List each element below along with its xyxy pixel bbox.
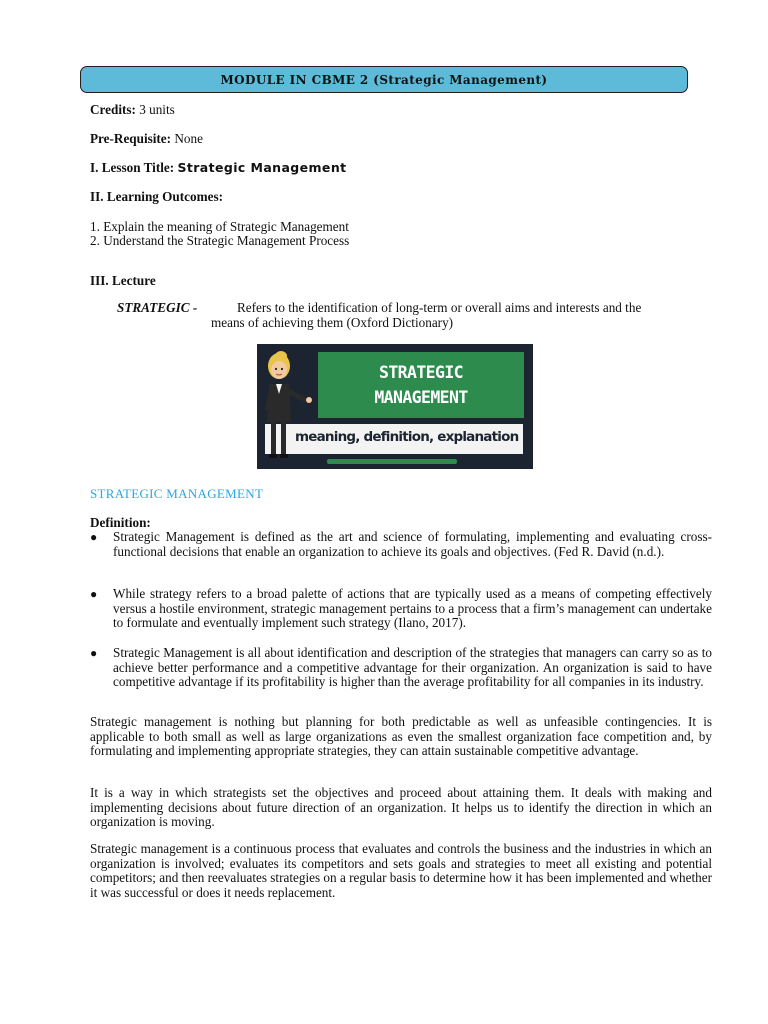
strategic-definition-line-2: means of achieving them (Oxford Dictionary) — [211, 315, 454, 330]
lecture-heading: III. Lecture — [90, 273, 156, 288]
prerequisite-label: Pre-Requisite: — [90, 131, 172, 146]
strategic-term: STRATEGIC - — [117, 300, 198, 315]
presenter-illustration — [259, 350, 319, 464]
learning-outcomes-heading: II. Learning Outcomes: — [90, 189, 223, 204]
outcome-item-1: 1. Explain the meaning of Strategic Management — [90, 219, 349, 234]
figure-title-line-2: MANAGEMENT — [374, 388, 468, 407]
section-heading: STRATEGIC MANAGEMENT — [90, 486, 264, 501]
list-item-text: Strategic Management is defined as the art and science of formulating, implementing and evaluating cross-functional decisions that enable an organization to achieve its goals and objectives. (Fed R. David (n.d.). — [113, 529, 712, 559]
list-item-text: While strategy refers to a broad palette of actions that are typically used as a means of competing effectively versus a hostile environment, strategic management pertains to a process that a firm’s management can undertake to formulate and eventually implement such strategy (Ilano, 2017). — [113, 586, 712, 630]
lesson-title-label: I. Lesson Title: — [90, 160, 175, 175]
strategic-definition-line-1: Refers to the identification of long-term or overall aims and interests and the — [237, 300, 642, 315]
bullet-icon: ● — [90, 646, 98, 660]
body-paragraph: It is a way in which strategists set the objectives and proceed about attaining them. It deals with making and implementing decisions about future direction of an organization. It helps us to identify the direction in which an organization is moving. — [90, 785, 712, 829]
credits-line — [90, 102, 175, 117]
figure-bottom-bar — [327, 459, 457, 464]
prerequisite-value: None — [174, 131, 203, 146]
outcome-item-2: 2. Understand the Strategic Management Process — [90, 233, 350, 248]
credits-label: Credits: — [90, 102, 136, 117]
bullet-icon: ● — [90, 587, 98, 601]
figure-green-panel — [318, 352, 524, 418]
credits-value: 3 units — [139, 102, 175, 117]
figure-subtitle: meaning, definition, explanation — [295, 429, 519, 445]
body-paragraph: Strategic management is a continuous process that evaluates and controls the business and the industries in which an organization is involved; evaluates its competitors and sets goals and strategies to meet all existing and potential competitors; and then reevaluates strategies on a regular basis to determine how it has been implemented and whether it was successful or does it needs replacement. — [90, 841, 712, 900]
lesson-title: Strategic Management — [177, 160, 347, 175]
figure-title-line-1: STRATEGIC — [378, 363, 463, 382]
definition-heading: Definition: — [90, 515, 151, 530]
strategic-management-figure — [257, 344, 533, 469]
body-paragraph: Strategic management is nothing but planning for both predictable as well as unfeasible contingencies. It is applicable to both small as well as large organizations as even the smallest organization face competition and, by formulating and implementing appropriate strategies, they can attain sustainable competitive advantage. — [90, 714, 712, 758]
list-item-text: Strategic Management is all about identification and description of the strategies that managers can carry so as to achieve better performance and a competitive advantage for their organization. An organization is said to have competitive advantage if its profitability is higher than the average profitability for all companies in its industry. — [113, 645, 712, 689]
module-title: MODULE IN CBME 2 (Strategic Management) — [220, 72, 548, 87]
prerequisite-line — [90, 131, 203, 146]
module-banner — [80, 66, 688, 93]
bullet-icon: ● — [90, 530, 98, 544]
lesson-title-line — [90, 160, 347, 175]
